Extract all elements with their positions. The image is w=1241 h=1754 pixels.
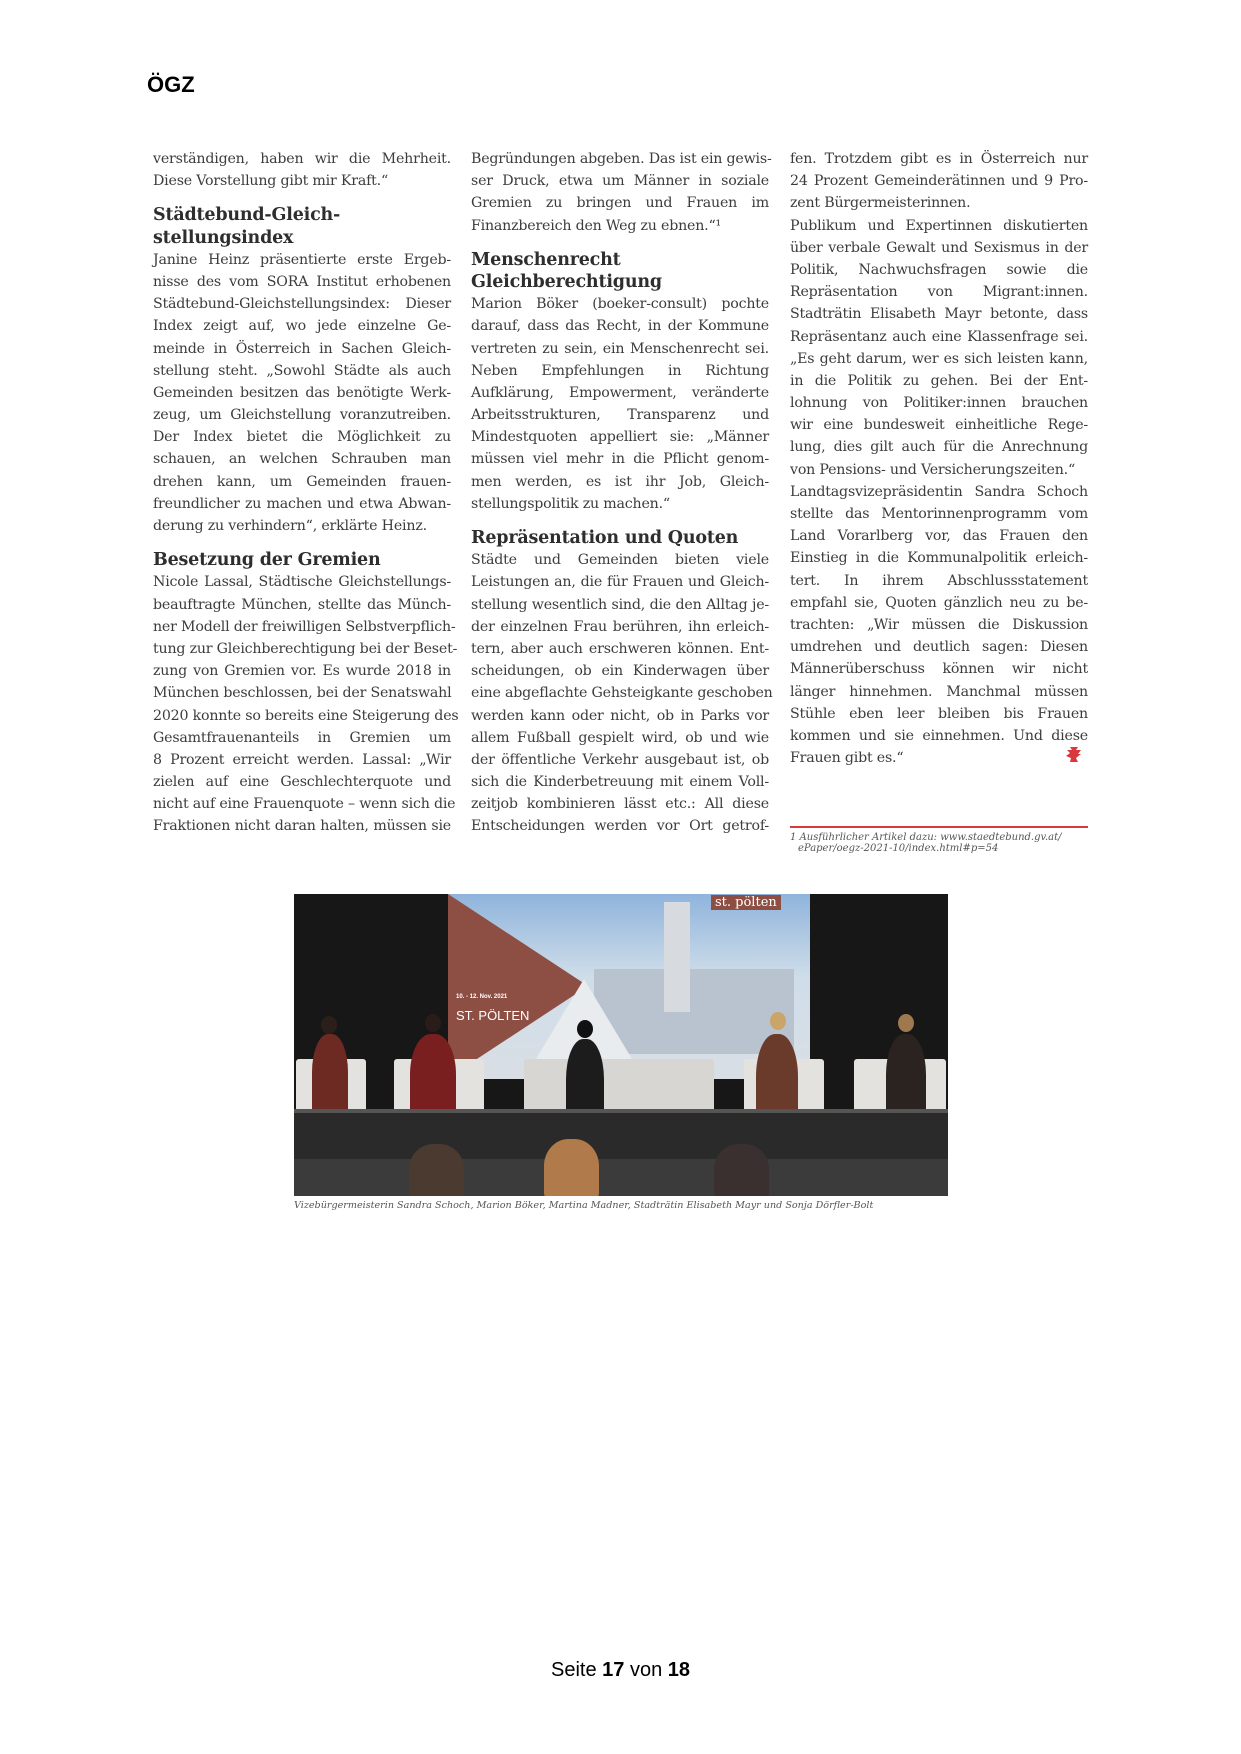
text-line: 24 Prozent Gemeinderätinnen und 9 Pro- [790,173,1088,190]
text-line: Land Vorarlberg vor, das Frauen den [790,528,1088,545]
text-line: Der Index bietet die Möglichkeit zu [153,429,451,446]
text-line: Besetzung der Gremien [153,550,381,571]
page-of-label: von [629,1659,663,1681]
text-line: über verbale Gewalt und Sexismus in der [790,239,1088,256]
text-line: schauen, an welchen Schrauben man [153,451,451,468]
text-line: zeitjob kombinieren lässt etc.: All diese [471,796,769,813]
text-line: der öffentliche Verkehr ausgebaut ist, ob [471,751,769,768]
text-line: Städte und Gemeinden bieten viele [471,552,769,569]
banner-city: ST. PÖLTEN [456,1008,530,1023]
paragraph [153,571,459,837]
text-line: nisse des vom SORA Institut erhobenen [153,273,451,290]
page-number [0,1659,1241,1682]
text-line: von Pensions- und Versicherungszeiten.“ [790,461,1076,478]
paragraph [790,148,1088,215]
text-line: Arbeitsstrukturen, Transparenz und [471,407,769,424]
text-line: werden kann oder nicht, ob in Parks vor [471,707,769,724]
text-line: Neben Empfehlungen in Richtung [471,362,769,379]
text-line: vertreten zu sein, ein Menschenrecht sei. [471,340,769,357]
paragraph [471,549,773,837]
text-line: Repräsentanz auch eine Klassenfrage sei. [790,328,1088,345]
footnote [790,832,1090,854]
text-line: ser Druck, etwa um Männer in soziale [471,173,769,190]
text-line: länger hinnehmen. Manchmal müssen [790,683,1088,700]
text-line: tert. In ihrem Abschlussstatement [790,572,1088,589]
text-line: drehen kann, um Gemeinden frauen- [153,473,451,490]
text-line: eine abgeflachte Gehsteigkante geschoben [471,685,773,702]
text-line: Fraktionen nicht daran halten, müssen sie [153,818,451,835]
text-line: lohnung von Politiker:innen brauchen [790,395,1088,412]
text-line: Gemeinden besitzen das benötigte Werk- [153,384,451,401]
text-line: Index zeigt auf, wo jede einzelne Ge- [153,318,451,335]
panelist-head [770,1012,786,1030]
article-column-1 [153,148,459,838]
current-page: 17 [602,1659,625,1681]
text-line: Männerüberschuss können wir nicht [790,661,1088,678]
panelist-head [425,1014,441,1032]
audience-area [294,1159,948,1196]
text-line: Stühle eben leer bleiben bis Frauen [790,705,1088,722]
text-line: freundlicher zu machen und etwa Abwan- [153,495,451,512]
publication-title: ÖGZ [147,72,195,97]
text-line: umdrehen und deutlich sagen: Diesen [790,639,1088,656]
text-line: München beschlossen, bei der Senatswahl [153,685,452,702]
text-line: Städtebund-Gleichstellungsindex: Dieser [153,296,451,313]
text-line: Begründungen abgeben. Das ist ein gewis- [471,151,772,167]
text-line: Gleichberechtigung [471,271,662,292]
banner-tower [664,902,690,1012]
text-line: stellung wesentlich sind, die den Alltag je- [471,596,769,613]
panelist-head [898,1014,914,1032]
text-line: stellungsindex [153,227,294,248]
text-line: Mindestquoten appelliert sie: „Männer [471,429,769,446]
footnote-line-2: ePaper/oegz-2021-10/index.html#p=54 [798,843,999,854]
text-line: allem Fußball gespielt wird, ob und wie [471,729,769,746]
text-line: Städtebund-Gleich- [153,205,341,226]
panelist [312,1034,348,1119]
text-line: nicht auf eine Frauenquote – wenn sich die [153,796,456,813]
paragraph [153,249,451,537]
text-line: stellung steht. „Sowohl Städte als auch [153,362,451,379]
text-line: Frauen gibt es.“ [790,750,904,767]
text-line: Landtagsvizepräsidentin Sandra Schoch [790,483,1088,500]
text-line: zielen auf eine Geschlechterquote und [153,774,451,791]
banner-logo: st. pölten [711,895,781,910]
banner-date: 10. - 12. Nov. 2021 [456,994,508,1000]
text-line: Repräsentation von Migrant:innen. [790,284,1088,301]
text-line: Nicole Lassal, Städtische Gleichstellungs- [153,574,451,591]
text-line: meinde in Österreich in Sachen Gleich- [153,340,451,357]
text-line: ner Modell der freiwilligen Selbstverpflich- [153,618,456,635]
paragraph [790,481,1088,769]
text-line: darauf, dass das Recht, in der Kommune [471,318,769,335]
text-line: Politik, Nachwuchsfragen sowie die [790,261,1088,278]
paragraph [471,148,772,237]
article-column-2 [471,148,773,838]
text-line: Einstieg in die Kommunalpolitik erleich- [790,550,1088,567]
audience-member [544,1139,599,1196]
text-line: Finanzbereich den Weg zu ebnen.“¹ [471,217,722,234]
paragraph [153,148,451,192]
text-line: Repräsentation und Quoten [471,528,739,548]
text-line: derung zu verhindern“, erklärte Heinz. [153,518,427,534]
text-line: scheidungen, ob ein Kinderwagen über [471,663,769,680]
text-line: der einzelnen Frau berühren, ihn erleich- [471,618,769,635]
text-line: Marion Böker (boeker-consult) pochte [471,296,769,313]
text-line: stellte das Mentorinnenprogramm vom [790,506,1088,522]
section-heading [153,549,451,571]
section-heading [153,204,451,248]
audience-member [714,1144,769,1196]
text-line: Stadträtin Elisabeth Mayr betonte, dass [790,306,1088,323]
stage [294,1109,948,1165]
page-label: Seite [550,1659,597,1681]
text-line: Aufklärung, Empowerment, veränderte [471,384,769,401]
text-line: Menschenrecht [471,249,621,270]
text-line: tung zur Gleichberechtigung bei der Beset- [153,640,458,657]
text-line: zung von Gremien vor. Es wurde 2018 in [153,663,451,680]
panelist-head [321,1016,337,1034]
panelist-head [577,1020,593,1038]
text-line: tern, aber auch erschweren können. Ent- [471,640,769,657]
sofa [524,1059,714,1114]
text-line: lung, dies gilt auch für die Anrechnung [790,439,1088,456]
text-line: müssen viel mehr in die Pflicht genom- [471,451,769,468]
text-line: Janine Heinz präsentierte erste Ergeb- [153,251,451,268]
footnote-line-1: 1 Ausführlicher Artikel dazu: www.staedtebund.gv.at/ [790,832,1062,843]
total-pages: 18 [667,1659,691,1681]
text-line: 8 Prozent erreicht werden. Lassal: „Wir [153,751,451,768]
text-line: Entscheidungen werden vor Ort getrof- [471,818,769,835]
text-line: zeug, um Gleichstellung voranzutreiben. [153,407,451,424]
footnote-divider [790,826,1088,828]
text-line: Gremien zu bringen und Frauen im [471,195,769,212]
text-line: stellungspolitik zu machen.“ [471,495,670,512]
text-line: Gesamtfrauenanteils in Gremien um [153,729,451,746]
photo-caption: Vizebürgermeisterin Sandra Schoch, Marion Böker, Martina Madner, Stadträtin Elisabeth Mayr und Sonja Dörfler-Bolt [294,1200,874,1211]
text-line: Diese Vorstellung gibt mir Kraft.“ [153,173,389,190]
text-line: kommen und sie einnehmen. Und diese [790,727,1088,744]
text-line: trachten: „Wir müssen die Diskussion [790,616,1088,633]
paragraph [471,293,769,515]
paragraph [790,215,1088,481]
text-line: 2020 konnte so bereits eine Steigerung des [153,707,459,724]
text-line: men werden, es ist ihr Job, Gleich- [471,473,769,490]
audience-member [409,1144,464,1196]
text-line: „Es geht darum, wer es sich leisten kann, [790,350,1088,367]
text-line: fen. Trotzdem gibt es in Österreich nur [790,151,1088,167]
text-line: zent Bürgermeisterinnen. [790,195,971,212]
text-line: sich die Kinderbetreuung mit einem Voll- [471,774,769,791]
text-line: Leistungen an, die für Frauen und Gleich- [471,574,769,591]
panel-discussion-photo [294,894,948,1196]
text-line: verständigen, haben wir die Mehrheit. [153,151,451,167]
section-heading [471,527,769,549]
text-line: beauftragte München, stellte das Münch- [153,596,451,613]
text-line: wir eine bundesweit einheitliche Rege- [790,417,1088,434]
article-column-3 [790,148,1088,769]
text-line: Publikum und Expertinnen diskutierten [790,217,1088,234]
text-line: empfahl sie, Quoten gänzlich neu zu be- [790,594,1088,611]
article-end-logo-icon [1064,745,1084,763]
section-heading [471,249,769,293]
text-line: in die Politik zu gehen. Bei der Ent- [790,372,1088,389]
